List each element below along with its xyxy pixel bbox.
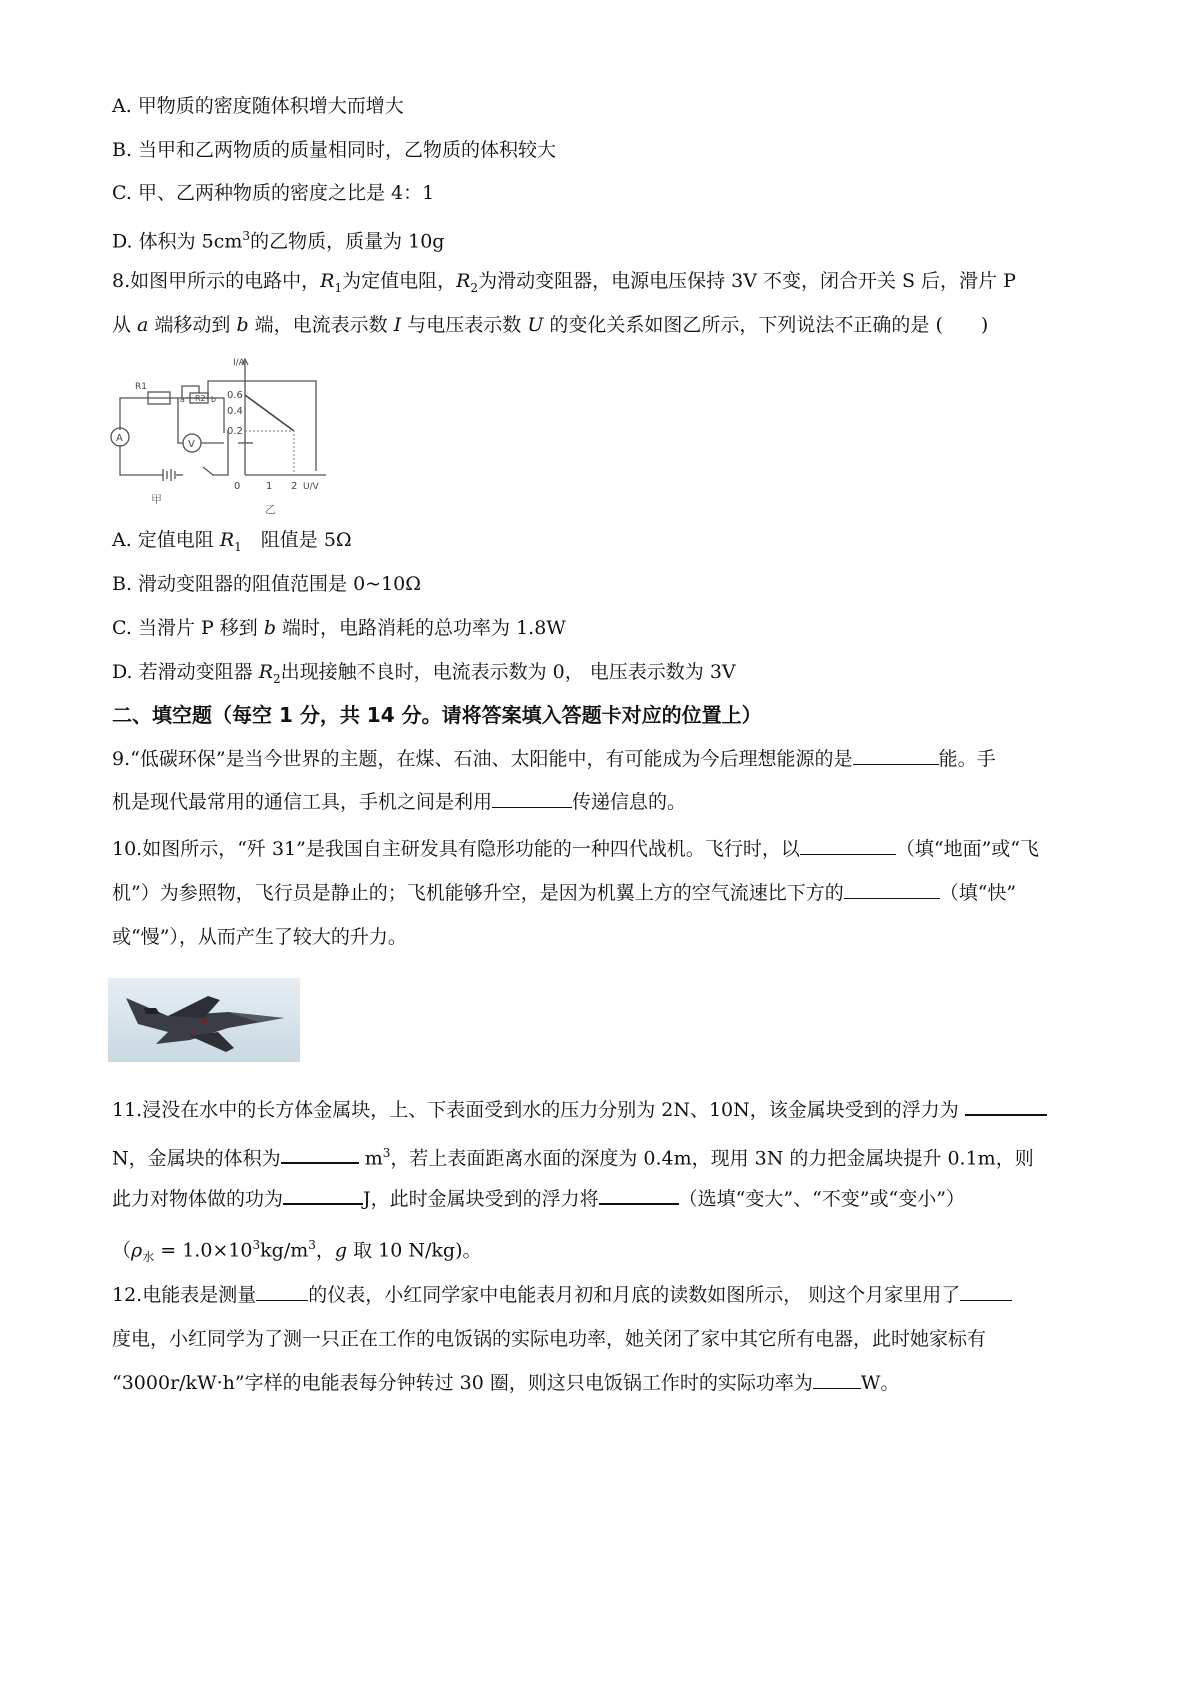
unit-sup: 3 — [308, 1238, 316, 1252]
r-symbol: R — [456, 270, 471, 292]
q11-line3 — [112, 1183, 965, 1214]
q12-text: 的仪表，小红同学家中电能表月初和月底的读数如图所示， 则这个月家里用了 — [308, 1284, 961, 1306]
q11-text: = 1.0×10 — [154, 1239, 253, 1262]
graph-x-axis-label: U/V — [303, 482, 319, 492]
graph-y-axis-label: I/A — [233, 358, 245, 368]
answer-blank[interactable] — [800, 834, 896, 855]
q11-text: N，金属块的体积为 — [112, 1147, 281, 1170]
q10-line1 — [112, 834, 1039, 864]
answer-blank[interactable] — [281, 1142, 359, 1164]
q10-text: 10.如图所示，“歼 31”是我国自主研发具有隐形功能的一种四代战机。飞行时，以 — [112, 838, 800, 860]
q12-text: W。 — [860, 1372, 900, 1394]
b-label: b — [211, 395, 217, 404]
graph-x-tick: 0 — [234, 481, 241, 492]
q11-text: 取 10 N/kg)。 — [347, 1239, 482, 1262]
v-label: V — [188, 439, 195, 450]
q8-opt-text: C. 当滑片 P 移到 — [112, 617, 264, 639]
a-symbol: a — [137, 314, 149, 336]
figure-label-yi: 乙 — [265, 503, 276, 516]
answer-blank[interactable] — [283, 1183, 363, 1205]
rho-sub: 水 — [142, 1250, 155, 1265]
graph-y-tick: 0.6 — [227, 390, 243, 401]
q10-text: （填“地面”或“飞 — [895, 838, 1040, 860]
q11-text: J，此时金属块受到的浮力将 — [363, 1188, 599, 1210]
i-symbol: I — [393, 314, 402, 336]
unit-text: kg/m — [260, 1239, 309, 1262]
r-sub: 2 — [273, 671, 281, 686]
q9-text: 能。手 — [938, 748, 996, 770]
q10-text: 机”）为参照物，飞行员是静止的；飞机能够升空，是因为机翼上方的空气流速比下方的 — [112, 882, 844, 904]
q7-option-a: A. 甲物质的密度随体积增大而增大 — [112, 95, 404, 117]
q7-d-text: D. 体积为 5cm — [112, 230, 243, 253]
answer-blank[interactable] — [960, 1280, 1012, 1301]
exp-sup: 3 — [252, 1238, 261, 1252]
answer-blank[interactable] — [492, 787, 572, 808]
q11-text: ，若上表面距离水面的深度为 0.4m，现用 3N 的力把金属块提升 0.1m，则 — [390, 1147, 1034, 1170]
q8-opt-text: A. 定值电阻 — [112, 529, 220, 551]
q9-text: 9.“低碳环保”是当今世界的主题，在煤、石油、太阳能中，有可能成为今后理想能源的是 — [112, 748, 853, 770]
q12-line3 — [112, 1368, 899, 1398]
r-symbol: R — [258, 661, 273, 683]
q8-opt-text: D. 若滑动变阻器 — [112, 661, 259, 683]
r-sub: 1 — [334, 280, 343, 295]
q11-text: ， — [315, 1239, 335, 1262]
g-symbol: g — [334, 1239, 348, 1262]
b-symbol: b — [263, 617, 277, 639]
answer-blank[interactable] — [965, 1094, 1047, 1116]
r1-label: R1 — [135, 382, 147, 392]
unit-sup: 3 — [382, 1146, 391, 1160]
a-meter-label: A — [116, 433, 123, 444]
q7-d-sup: 3 — [242, 229, 251, 243]
q8-stem-line1 — [112, 266, 1016, 303]
section-heading: 二、填空题（每空 1 分，共 14 分。请将答案填入答题卡对应的位置上） — [112, 703, 762, 727]
q9-text: 机是现代最常用的通信工具，手机之间是利用 — [112, 791, 493, 813]
q8-text: 为定值电阻， — [342, 270, 457, 292]
answer-blank[interactable] — [844, 878, 940, 899]
r2-label: R2 — [195, 394, 206, 403]
q8-text: 从 — [112, 314, 138, 336]
q12-text: “3000r/kW·h”字样的电能表每分钟转过 30 圈，则这只电饭锅工作时的实际功率为 — [112, 1372, 813, 1394]
fighter-jet-image — [108, 978, 300, 1062]
rho-symbol: ρ — [131, 1239, 143, 1262]
r-symbol: R — [219, 529, 235, 551]
q8-opt-text: 阻值是 5Ω — [241, 529, 352, 551]
iu-graph — [227, 358, 326, 516]
q8-text: 8.如图甲所示的电路中， — [112, 270, 321, 292]
q10-text: （填“快” — [939, 882, 1017, 904]
answer-blank[interactable] — [813, 1368, 861, 1389]
q11-text: 此力对物体做的功为 — [112, 1188, 284, 1210]
a-label: a — [180, 395, 185, 404]
answer-blank[interactable] — [599, 1183, 679, 1205]
r-sub: 1 — [234, 539, 242, 554]
q7-option-c: C. 甲、乙两种物质的密度之比是 4：1 — [112, 182, 435, 204]
graph-x-tick: 1 — [266, 481, 273, 492]
q7-d-text-2: 的乙物质，质量为 10g — [250, 230, 445, 253]
q8-figure — [108, 355, 368, 520]
q7-option-d — [112, 221, 444, 256]
b-symbol: b — [236, 314, 249, 336]
q11-text: （ — [112, 1239, 132, 1262]
q8-text: 端移动到 — [148, 314, 237, 336]
q8-option-c — [112, 613, 566, 643]
graph-x-tick: 2 — [291, 481, 298, 492]
u-symbol: U — [527, 314, 544, 336]
q8-option-d — [112, 657, 736, 694]
q8-option-a — [112, 525, 352, 562]
q9-line1 — [112, 744, 996, 774]
iu-line — [245, 395, 294, 431]
unit-text: m — [364, 1147, 383, 1170]
q8-text: 与电压表示数 — [401, 314, 528, 336]
graph-y-tick: 0.4 — [227, 406, 243, 417]
q7-option-b: B. 当甲和乙两物质的质量相同时，乙物质的体积较大 — [112, 139, 557, 161]
answer-blank[interactable] — [853, 744, 939, 765]
q8-option-b: B. 滑动变阻器的阻值范围是 0~10Ω — [112, 573, 422, 595]
q8-opt-text: 出现接触不良时，电流表示数为 0， 电压表示数为 3V — [280, 661, 736, 683]
q9-line2 — [112, 787, 686, 817]
q12-line2: 度电，小红同学为了测一只正在工作的电饭锅的实际电功率，她关闭了家中其它所有电器，此时她家标有 — [112, 1328, 987, 1350]
r-symbol: R — [320, 270, 335, 292]
graph-y-tick: 0.2 — [227, 426, 243, 437]
q10-line2 — [112, 878, 1016, 908]
q12-line1 — [112, 1280, 1012, 1310]
q11-line2 — [112, 1138, 1034, 1173]
q11-text: （选填“变大”、“不变”或“变小”） — [678, 1188, 965, 1210]
q11-line1 — [112, 1094, 1047, 1125]
q8-opt-text: 端时，电路消耗的总功率为 1.8W — [276, 617, 566, 639]
q8-text: 为滑动变阻器，电源电压保持 3V 不变，闭合开关 S 后，滑片 P — [478, 270, 1016, 292]
q11-text: 11.浸没在水中的长方体金属块，上、下表面受到水的压力分别为 2N、10N，该金属块受到的浮力为 — [112, 1099, 959, 1121]
answer-blank[interactable] — [256, 1280, 308, 1301]
q11-line4 — [112, 1230, 482, 1272]
q10-line3: 或“慢”），从而产生了较大的升力。 — [112, 926, 407, 948]
figure-label-jia: 甲 — [151, 493, 162, 506]
r-sub: 2 — [470, 280, 479, 295]
q8-text: 的变化关系如图乙所示，下列说法不正确的是 ( ) — [543, 314, 989, 336]
q8-text: 端，电流表示数 — [248, 314, 394, 336]
q8-stem-line2 — [112, 310, 988, 340]
q9-text: 传递信息的。 — [572, 791, 687, 813]
q12-text: 12.电能表是测量 — [112, 1284, 257, 1306]
